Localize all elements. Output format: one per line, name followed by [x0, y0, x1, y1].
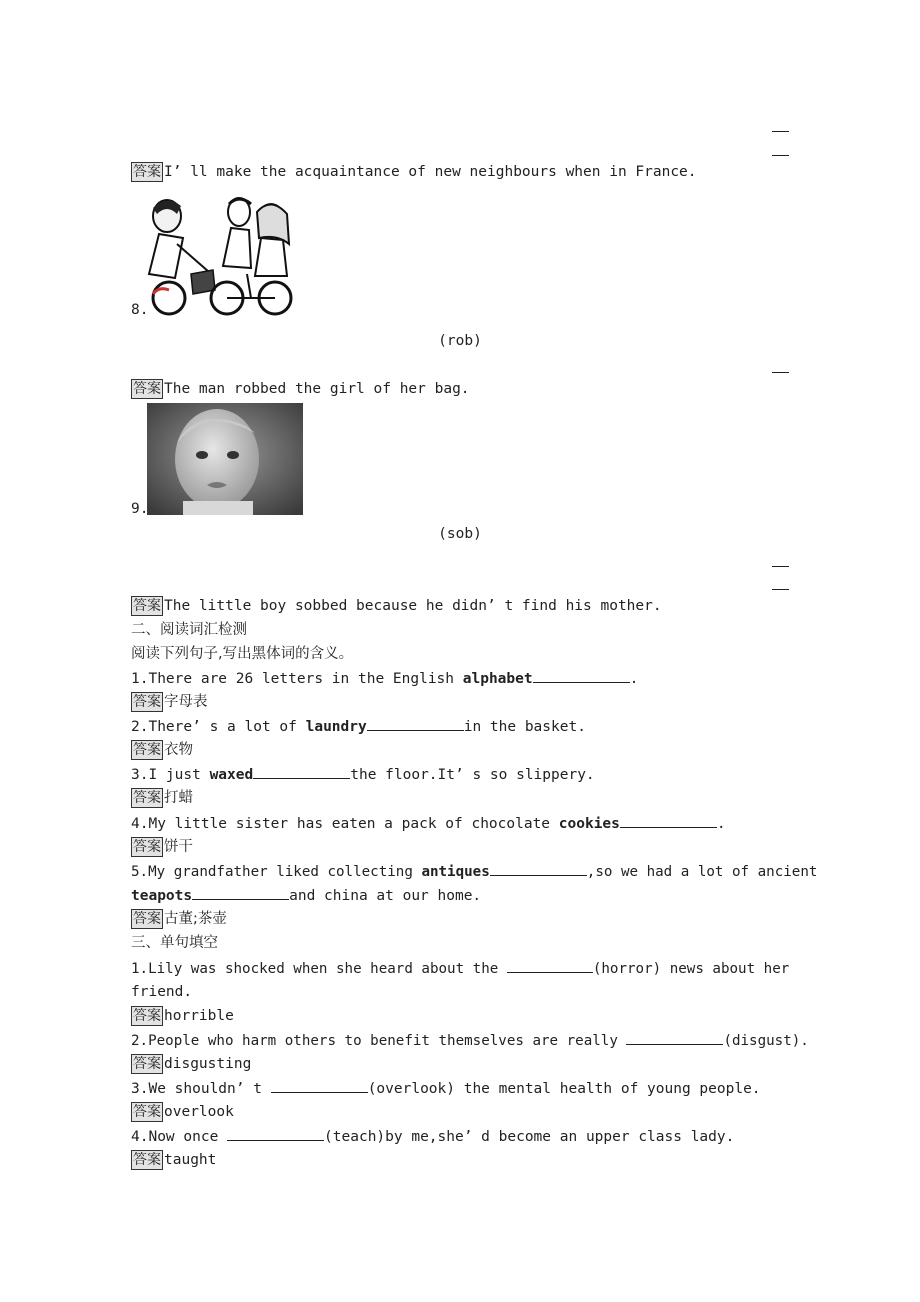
section2-instruction: 阅读下列句子,写出黑体词的含义。 — [131, 646, 354, 662]
answer-tag: 答案 — [133, 598, 161, 614]
question-number: 9. — [131, 501, 149, 517]
question-number: 8. — [131, 302, 149, 318]
blank-line — [533, 668, 630, 683]
fill-answer: 答案 disgusting — [133, 1056, 252, 1072]
answer-tag: 答案 — [133, 1104, 161, 1120]
robbery-cartoon-image — [147, 194, 297, 318]
q8-hint: (rob) — [438, 333, 482, 349]
blank-line — [626, 1030, 723, 1045]
answer-tag: 答案 — [133, 839, 161, 855]
fill-item: 4.Now once (teach)by me,she’ d become an upper class lady. — [131, 1126, 734, 1147]
vocab-answer: 答案 古董;茶壶 — [133, 911, 227, 927]
bold-word: antiques — [421, 864, 490, 880]
bold-word: cookies — [558, 816, 620, 832]
fill-item: 3.We shouldn’ t (overlook) the mental health of young people. — [131, 1078, 761, 1099]
bold-word: teapots — [131, 888, 193, 904]
bold-word: laundry — [305, 719, 367, 735]
section2-title: 二、阅读词汇检测 — [131, 622, 247, 638]
answer-line — [772, 566, 789, 567]
blank-line — [507, 958, 593, 973]
answer-tag: 答案 — [133, 1152, 161, 1168]
fill-answer: 答案 horrible — [133, 1008, 234, 1024]
vocab-item: 5.My grandfather liked collecting antiques ,so we had a lot of ancient — [131, 861, 817, 882]
answer-line — [772, 155, 789, 156]
vocab-item: 1.There are 26 letters in the English alphabet . — [131, 668, 638, 689]
bold-word: waxed — [209, 767, 254, 783]
blank-line — [271, 1078, 368, 1093]
q9-hint: (sob) — [438, 526, 482, 542]
blank-line — [253, 764, 350, 779]
answer-text: I’ ll make the acquaintance of new neighbours when in France. — [164, 164, 697, 180]
answer-tag: 答案 — [133, 790, 161, 806]
crying-boy-photo — [147, 403, 303, 515]
q8-answer-line — [131, 379, 470, 399]
vocab-answer: 答案 字母表 — [133, 694, 208, 710]
answer-text: The little boy sobbed because he didn’ t find his mother. — [164, 598, 662, 614]
bold-word: alphabet — [462, 671, 533, 687]
answer-text: The man robbed the girl of her bag. — [164, 381, 470, 397]
q7-answer-line — [131, 162, 697, 182]
answer-tag: 答案 — [133, 1008, 161, 1024]
answer-tag: 答案 — [133, 694, 161, 710]
vocab-item: 4.My little sister has eaten a pack of chocolate cookies . — [131, 813, 726, 834]
vocab-item-continued: teapots and china at our home. — [131, 885, 481, 906]
vocab-answer: 答案 打蜡 — [133, 790, 193, 806]
fill-answer: 答案 taught — [133, 1152, 217, 1168]
vocab-item: 3.I just waxed the floor.It’ s so slippery. — [131, 764, 595, 785]
fill-item-continued: friend. — [131, 984, 193, 1000]
answer-tag: 答案 — [133, 381, 161, 397]
fill-item: 1.Lily was shocked when she heard about the (horror) news about her — [131, 958, 789, 979]
blank-line — [192, 885, 289, 900]
vocab-answer: 答案 衣物 — [133, 742, 193, 758]
answer-tag: 答案 — [133, 164, 161, 180]
answer-line — [772, 131, 789, 132]
blank-line — [620, 813, 717, 828]
fill-item: 2.People who harm others to benefit themselves are really (disgust). — [131, 1030, 809, 1051]
answer-tag: 答案 — [133, 1056, 161, 1072]
blank-line — [367, 716, 464, 731]
answer-tag: 答案 — [133, 742, 161, 758]
blank-line — [490, 861, 587, 876]
answer-line — [772, 372, 789, 373]
vocab-answer: 答案 饼干 — [133, 839, 193, 855]
vocab-item: 2.There’ s a lot of laundry in the basket. — [131, 716, 586, 737]
section3-title: 三、单句填空 — [131, 935, 218, 951]
answer-tag: 答案 — [133, 911, 161, 927]
answer-line — [772, 589, 789, 590]
q9-answer-line — [131, 596, 662, 616]
fill-answer: 答案 overlook — [133, 1104, 234, 1120]
blank-line — [227, 1126, 324, 1141]
